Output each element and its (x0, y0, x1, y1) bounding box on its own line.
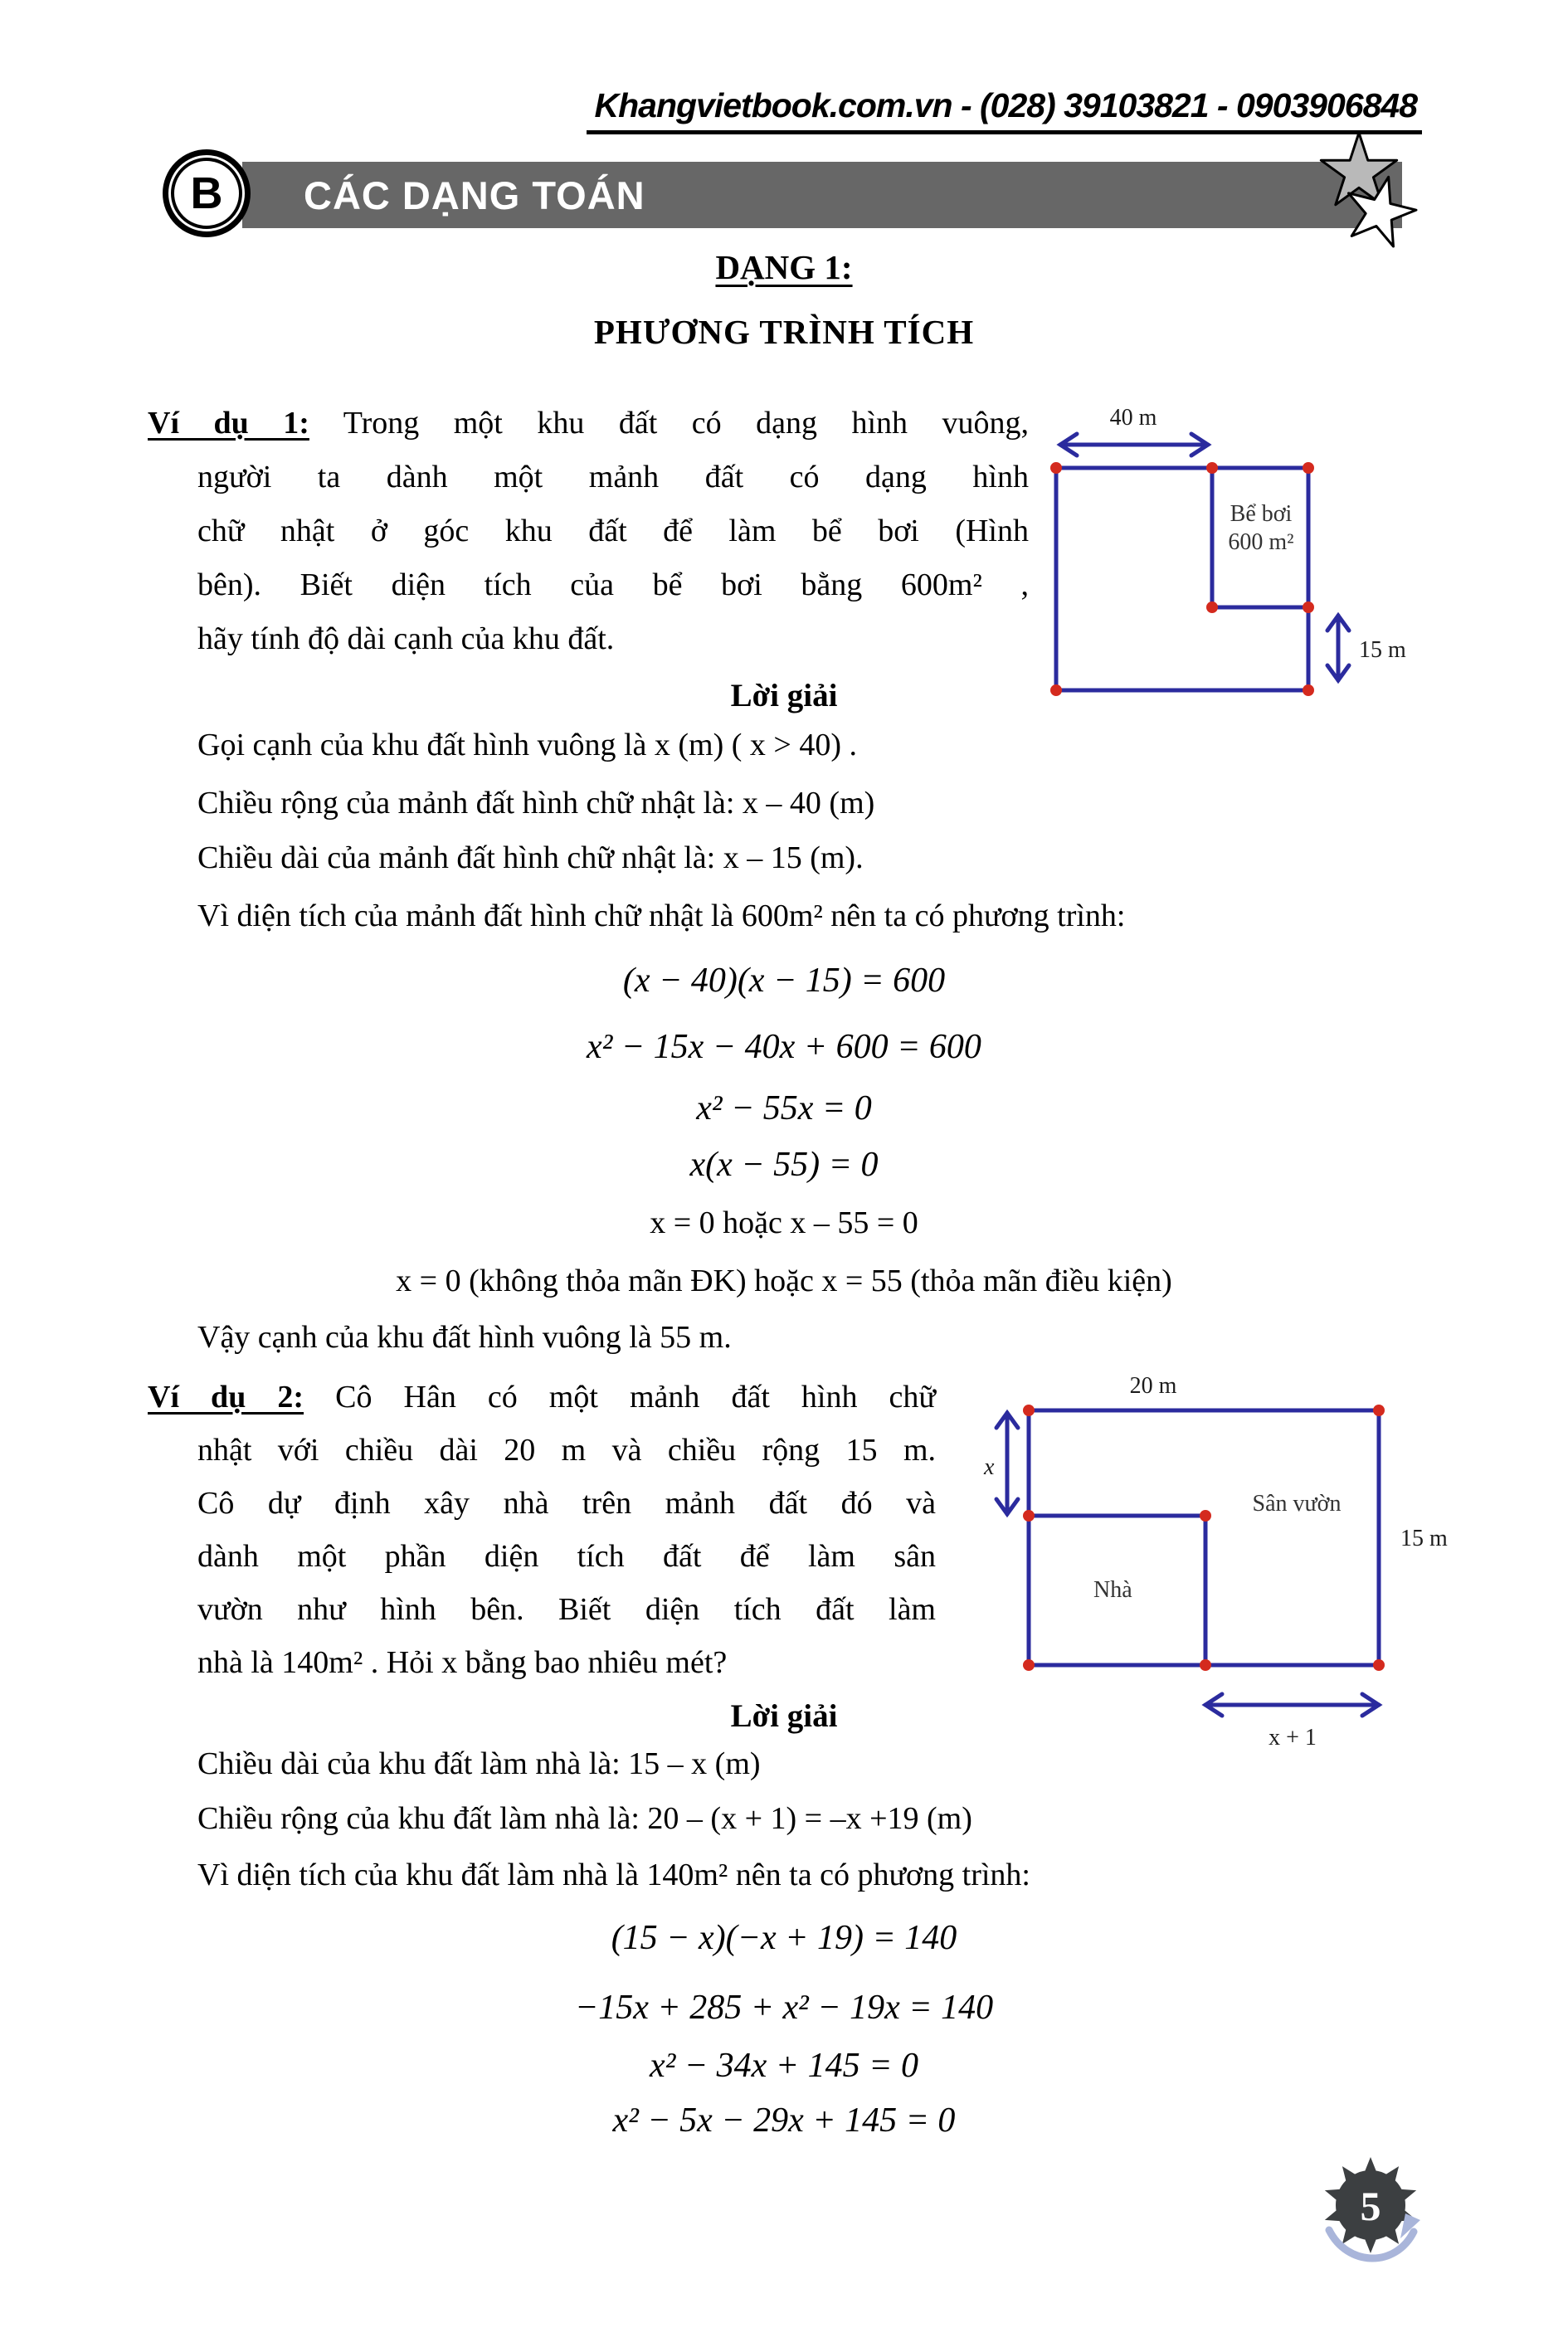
corner-dot (1023, 1659, 1035, 1671)
equation: x² − 55x = 0 (696, 1089, 872, 1127)
corner-dot (1050, 462, 1062, 474)
equation: (15 − x)(−x + 19) = 140 (611, 1919, 957, 1957)
solution2-line: Chiều rộng của khu đất làm nhà là: 20 – (x + 1) = –x +19 (m) (197, 1801, 972, 1836)
example2-line: vườn như hình bên. Biết diện tích đất làm (197, 1592, 936, 1627)
example2-line: Ví dụ 2: Cô Hân có một mảnh đất hình chữ (148, 1380, 937, 1415)
corner-dot (1200, 1510, 1211, 1522)
equation: x = 0 (không thỏa mãn ĐK) hoặc x = 55 (thỏa mãn điều kiện) (396, 1264, 1172, 1298)
corner-dot (1206, 601, 1218, 613)
solution2-heading: Lời giải (730, 1698, 838, 1734)
example2-label: Ví dụ 2: (148, 1380, 304, 1415)
header-contact: Khangvietbook.com.vn - (028) 39103821 - 0903906848 (587, 86, 1422, 134)
section-banner-title: CÁC DẠNG TOÁN (304, 173, 645, 217)
example1-line: hãy tính độ dài cạnh của khu đất. (197, 621, 615, 656)
figure1-pool-diagram (1029, 390, 1460, 718)
page-title: PHƯƠNG TRÌNH TÍCH (593, 313, 975, 351)
solution2-line: Vì diện tích của khu đất làm nhà là 140m² nên ta có phương trình: (197, 1858, 1030, 1892)
bottom-label: x + 1 (1269, 1725, 1317, 1751)
section-banner (242, 162, 1402, 228)
corner-dot (1303, 462, 1314, 474)
right-label: 15 m (1400, 1526, 1448, 1551)
pool-area-label: 600 m² (1228, 529, 1294, 555)
example2-line: nhà là 140m² . Hỏi x bằng bao nhiêu mét? (197, 1645, 728, 1680)
corner-dot (1023, 1405, 1035, 1416)
page-number-badge (1317, 2147, 1475, 2292)
page-number: 5 (1360, 2183, 1381, 2229)
example1-line: Ví dụ 1: Trong một khu đất có dạng hình vuông, (148, 406, 1030, 441)
corner-dot (1206, 462, 1218, 474)
solution1-line: Gọi cạnh của khu đất hình vuông là x (m) ( x > 40) . (197, 728, 857, 762)
example1-line: người ta dành một mảnh đất có dạng hình (197, 460, 1029, 494)
solution1-line: Chiều rộng của mảnh đất hình chữ nhật là: x – 40 (m) (197, 786, 875, 821)
corner-dot (1373, 1405, 1385, 1416)
example2-line: dành một phần diện tích đất để làm sân (197, 1539, 936, 1574)
height-label: 15 m (1359, 637, 1406, 663)
example1-line: chữ nhật ở góc khu đất để làm bể bơi (Hình (197, 514, 1029, 548)
solution1-conclusion: Vậy cạnh của khu đất hình vuông là 55 m. (197, 1320, 732, 1355)
equation: (x − 40)(x − 15) = 600 (622, 962, 946, 1000)
example1-line: bên). Biết diện tích của bể bơi bằng 600m² , (197, 567, 1029, 602)
section-badge-letter: B (171, 158, 242, 229)
equation: x² − 15x − 40x + 600 = 600 (587, 1028, 981, 1066)
equation: x² − 5x − 29x + 145 = 0 (612, 2101, 956, 2140)
example2-line: nhật với chiều dài 20 m và chiều rộng 15 m. (197, 1433, 936, 1468)
house-label: Nhà (1093, 1577, 1132, 1603)
dang-heading: DẠNG 1: (715, 248, 853, 286)
solution1-heading: Lời giải (730, 678, 838, 713)
corner-dot (1303, 601, 1314, 613)
equation: −15x + 285 + x² − 19x = 140 (574, 1989, 994, 2027)
x-label: x (984, 1454, 995, 1480)
equation: x² − 34x + 145 = 0 (650, 2047, 918, 2085)
corner-dot (1023, 1510, 1035, 1522)
section-badge (163, 149, 251, 237)
example1-paragraph (148, 397, 1029, 666)
star-decoration-icon (1309, 106, 1434, 272)
example2-paragraph (148, 1371, 936, 1689)
pool-name-label: Bể bơi (1230, 501, 1293, 527)
corner-dot (1373, 1659, 1385, 1671)
solution1-line: Vì diện tích của mảnh đất hình chữ nhật là 600m² nên ta có phương trình: (197, 898, 1126, 933)
solution2-line: Chiều dài của khu đất làm nhà là: 15 – x (m) (197, 1746, 761, 1781)
equation: x(x − 55) = 0 (689, 1146, 879, 1184)
width-label: 40 m (1109, 405, 1157, 431)
solution1-line: Chiều dài của mảnh đất hình chữ nhật là: x – 15 (m). (197, 840, 864, 875)
corner-dot (1200, 1659, 1211, 1671)
top-label: 20 m (1129, 1373, 1177, 1399)
equation: x = 0 hoặc x – 55 = 0 (650, 1205, 918, 1240)
example1-label: Ví dụ 1: (148, 406, 309, 441)
example2-line: Cô dự định xây nhà trên mảnh đất đó và (197, 1486, 936, 1521)
garden-label: Sân vườn (1252, 1491, 1342, 1517)
